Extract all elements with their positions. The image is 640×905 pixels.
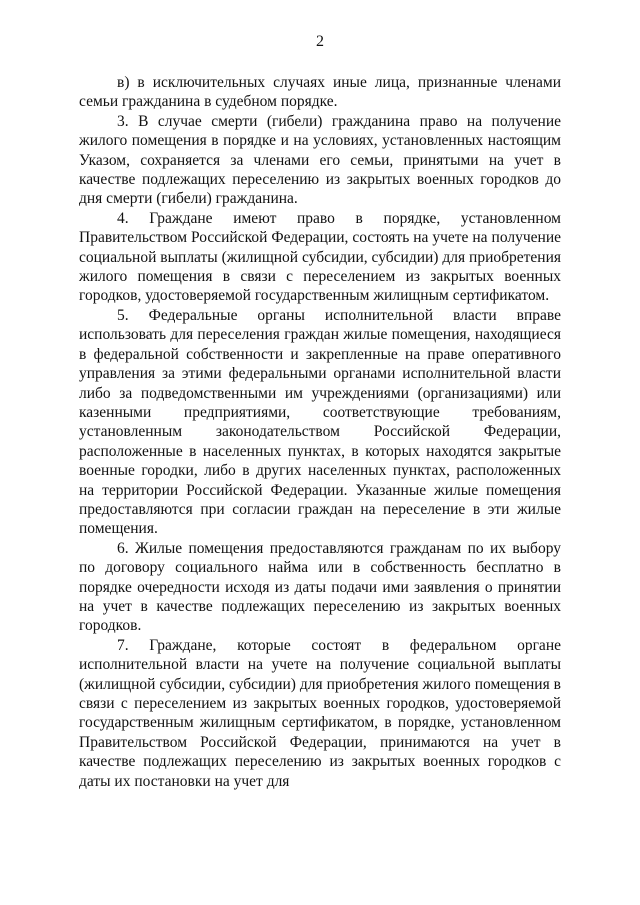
paragraph-7-registration-date: 7. Граждане, которые состоят в федеральном органе исполнительной власти на учете на получение социальной выплаты (жилищной субсидии, субсидии) для приобретения жилого помещения в связи с переселением из закрытых военных городков, удостоверяемой государственным жилищным сертификатом, в порядке, установленном Правительством Российской Федерации, принимаются на учет в качестве подлежащих переселению из закрытых военных городков с даты их постановки на учет для [79,636,561,790]
page-number: 2 [316,33,324,50]
paragraph-6-housing-provision: 6. Жилые помещения предоставляются гражданам по их выбору по договору социального найма или в собственность бесплатно в порядке очередности исходя из даты подачи ими заявления о принятии на учет в качестве подлежащих переселению из закрытых военных городков. [79,539,561,635]
paragraph-4-social-payment-registration: 4. Граждане имеют право в порядке, установленном Правительством Российской Федерации, состоять на учете на получение социальной выплаты (жилищной субсидии, субсидии) для приобретения жилого помещения в связи с переселением из закрытых военных городков, удостоверяемой государственным жилищным сертификатом. [79,209,561,305]
paragraph-3v-family-members: в) в исключительных случаях иные лица, признанные членами семьи гражданина в судебном порядке. [79,74,561,111]
paragraph-5-federal-housing-use: 5. Федеральные органы исполнительной власти вправе использовать для переселения граждан жилые помещения, находящиеся в федеральной собственности и закрепленные на праве оперативного управления за этими федеральными органами исполнительной власти либо за подведомственными им учреждениями (организациями) или казенными предприятиями, соответствующие требованиям, установленным законодательством Российской Федерации, расположенные в населенных пунктах, в которых находятся закрытые военные городки, либо в других населенных пунктах, расположенных на территории Российской Федерации. Указанные жилые помещения предоставляются при согласии граждан на переселение в эти жилые помещения. [79,306,561,538]
document-body [79,73,561,791]
paragraph-3-death-of-citizen: 3. В случае смерти (гибели) гражданина право на получение жилого помещения в порядке и на условиях, установленных настоящим Указом, сохраняется за членами его семьи, принятыми на учет в качестве подлежащих переселению из закрытых военных городков до дня смерти (гибели) гражданина. [79,112,561,208]
